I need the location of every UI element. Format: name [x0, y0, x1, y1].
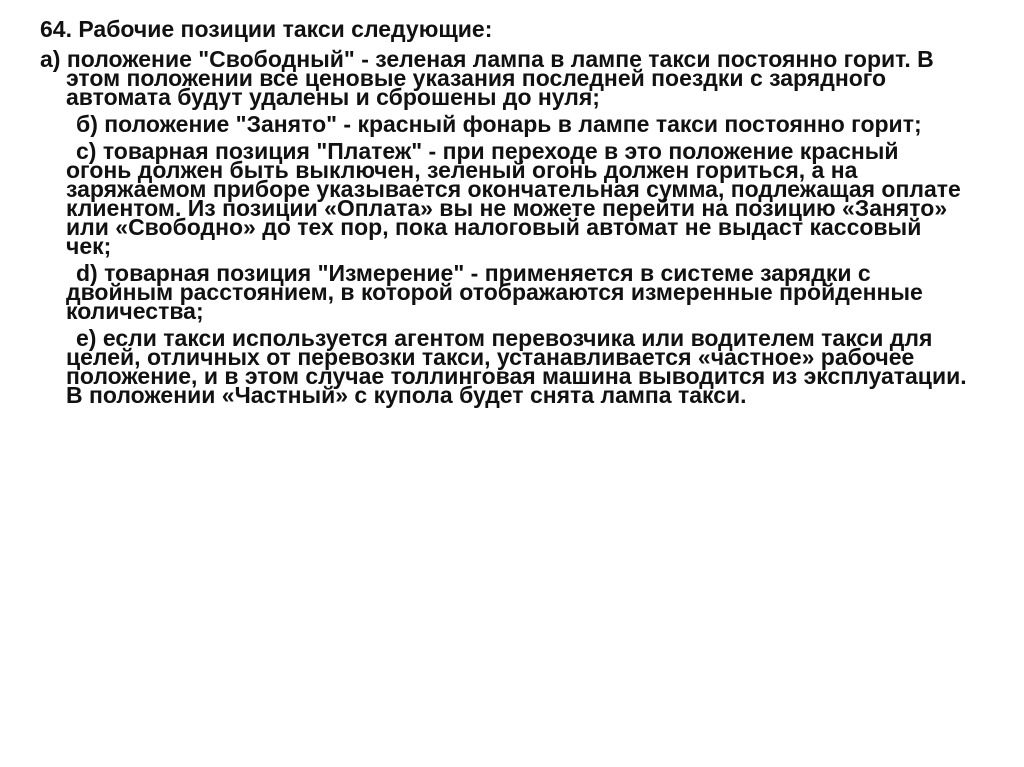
paragraph-d: d) товарная позиция "Измерение" - применяется в системе зарядки с двойным расстоянием, в которой отображаются измеренные пройденные количества;	[66, 260, 923, 324]
slide-heading: 64. Рабочие позиции такси следующие:	[40, 16, 493, 42]
paragraph-c: с) товарная позиция "Платеж" - при переходе в это положение красный огонь должен быть выключен, зеленый огонь должен гориться, а на заряжаемом приборе указывается окончательная сумма, подлежащая оплате клиентом. Из позиции «Оплата» вы не можете перейти на позицию «Занято» или «Свободно» до тех пор, пока налоговый автомат не выдаст кассовый чек;	[66, 138, 961, 259]
paragraph-b: б) положение "Занято" - красный фонарь в лампе такси постоянно горит;	[76, 111, 922, 137]
paragraph-e: е) если такси используется агентом перевозчика или водителем такси для целей, отличных от перевозки такси, устанавливается «частное» рабочее положение, и в этом случае толлинговая машина выводится из эксплуатации. В положении «Частный» с купола будет снята лампа такси.	[66, 325, 967, 408]
slide-text-block	[40, 16, 970, 413]
paragraph-a: а) положение "Свободный" - зеленая лампа в лампе такси постоянно горит. В этом положении все ценовые указания последней поездки с зарядного автомата будут удалены и сброшены до нуля;	[40, 46, 934, 110]
